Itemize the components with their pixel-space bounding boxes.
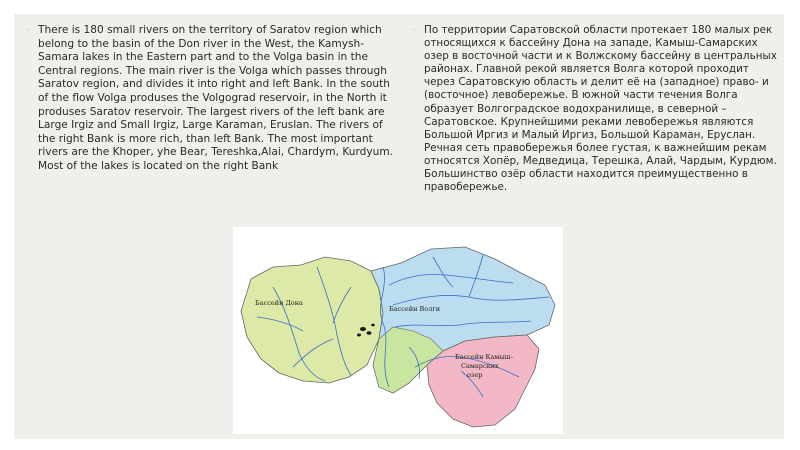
slide [14, 14, 784, 439]
lake-mark [371, 324, 375, 327]
russian-text-column [412, 24, 778, 194]
bullet-icon: ◦ [412, 26, 417, 35]
label-kamysh-line3: озер [467, 371, 483, 379]
english-text-column [26, 24, 398, 174]
label-volga-basin: Бассейн Волги [389, 305, 441, 313]
lake-mark [367, 331, 372, 335]
don-basin-region [241, 257, 383, 383]
russian-paragraph: По территории Саратовской области протекает 180 малых рек относящихся к бассейну Дона на западе, Камыш-Самарских озер в восточной части и к Волжскому бассейну в центральных районах. Главной рекой является Волга которой проходит через Саратовскую область и делит её на (западное) право- и (восточное) левобережье. В южной части течения Волга образует Волгоградское водохранилище, в северной – Саратовское. Крупнейшими реками левобережья являются Большой Иргиз и Малый Иргиз, Большой Караман, Еруслан. Речная сеть правобережья более густая, к важнейшим рекам относятся Хопёр, Медведица, Терешка, Алай, Чардым, Курдюм. Большинство озёр области находится преимущественно в правобережье. [424, 24, 777, 194]
lake-mark [357, 334, 361, 337]
label-kamysh-line1: Бассейн Камыш- [455, 353, 513, 361]
english-paragraph: There is 180 small rivers on the territory of Saratov region which belong to the basin of the Don river in the West, the Kamysh-Samara lakes in the Eastern part and to the Volga basin in the Central regions. The main river is the Volga which passes through Saratov region, and divides it into right and left Bank. In the south of the flow Volga produses the Volgograd reservoir, in the North it produses Saratov reservoir. The largest rivers of the left bank are Large Irgiz and Small Irgiz, Large Karaman, Eruslan. The rivers of the right Bank is more rich, than left Bank. The most important rivers are the Khoper, yhe Bear, Tereshka,Alai, Chardym, Kurdyum. Most of the lakes is located on the right Bank [38, 24, 394, 172]
bullet-icon: ◦ [26, 26, 31, 35]
river-basin-map [233, 227, 563, 434]
label-kamysh-line2: Самарских [461, 362, 499, 370]
label-don-basin: Бассейн Дона [255, 299, 303, 307]
map-svg [233, 227, 563, 434]
lake-mark [360, 327, 366, 331]
